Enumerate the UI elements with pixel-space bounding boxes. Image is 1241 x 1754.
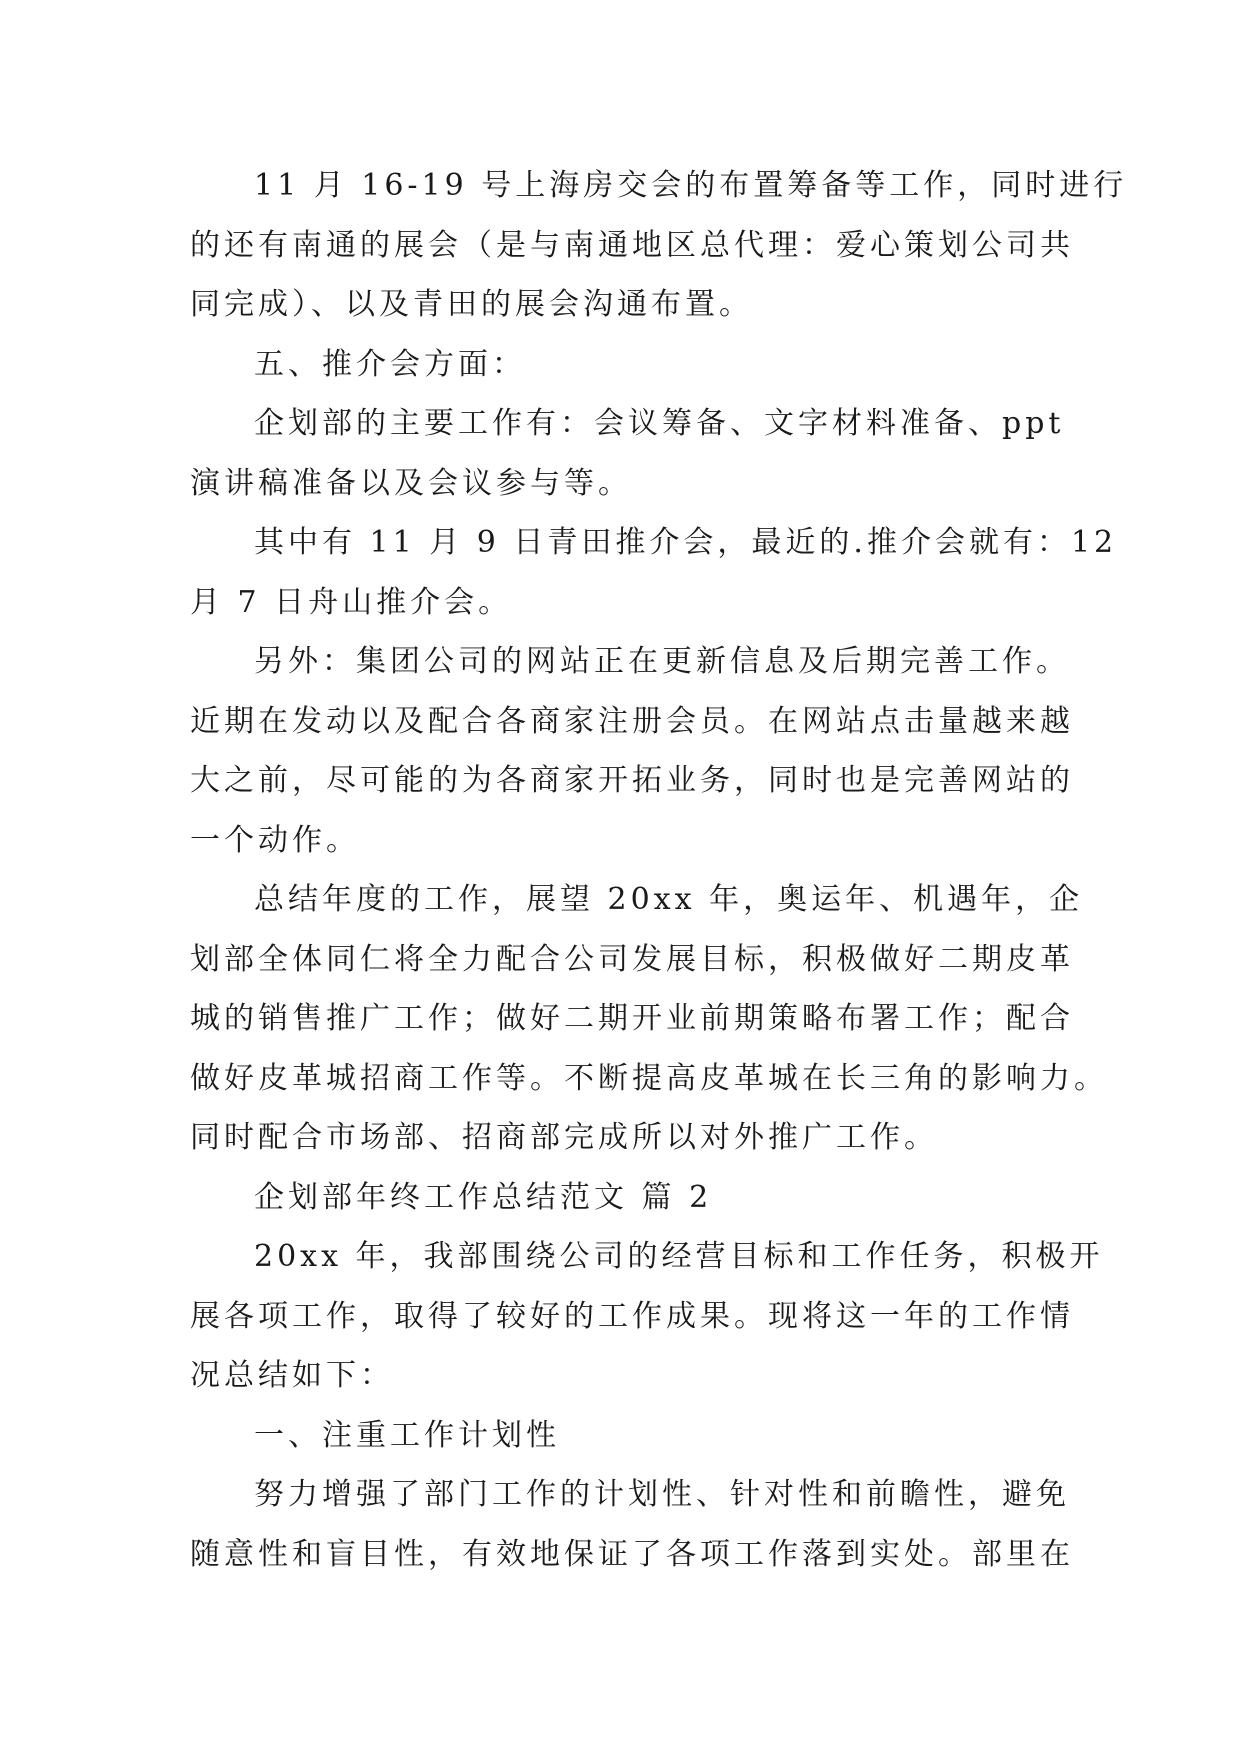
- text-line: 同完成）、以及青田的展会沟通布置。: [190, 287, 753, 322]
- paragraph-main-work: [190, 394, 1070, 513]
- section-heading-planning: [190, 1406, 1070, 1466]
- text-line: 近期在发动以及配合各商家注册会员。在网站点击量越来越: [190, 703, 1074, 739]
- article-title-part-2: [190, 1168, 1070, 1228]
- paragraph-conferences: [190, 513, 1118, 632]
- text-line: 大之前，尽可能的为各商家开拓业务，同时也是完善网站的: [190, 763, 1074, 798]
- text-line: 月 7 日舟山推介会。: [190, 584, 513, 620]
- text-line: 其中有 11 月 9 日青田推介会，最近的.推介会就有：12: [254, 525, 1118, 560]
- text-line: 11 月 16-19 号上海房交会的布置筹备等工作，同时进行: [254, 168, 1128, 203]
- paragraph-planning: [190, 1465, 1074, 1584]
- text-line: 城的销售推广工作；做好二期开业前期策略布署工作；配合: [190, 1001, 1074, 1036]
- text-line: 一个动作。: [190, 822, 360, 858]
- paragraph-intro: [190, 1227, 1104, 1406]
- section-heading-promotion: [190, 335, 1070, 395]
- text-line: 努力增强了部门工作的计划性、针对性和前瞻性，避免: [254, 1477, 1070, 1512]
- text-line: 随意性和盲目性，有效地保证了各项工作落到实处。部里在: [190, 1536, 1074, 1572]
- text-line: 企划部的主要工作有：会议筹备、文字材料准备、ppt: [254, 406, 1065, 441]
- text-line: 总结年度的工作，展望 20xx 年，奥运年、机遇年，企: [254, 882, 1084, 917]
- paragraph-outlook: [190, 870, 1108, 1168]
- text-line: 20xx 年，我部围绕公司的经营目标和工作任务，积极开: [254, 1239, 1104, 1274]
- text-line: 同时配合市场部、招商部完成所以对外推广工作。: [190, 1120, 938, 1155]
- text-line: 展各项工作，取得了较好的工作成果。现将这一年的工作情: [190, 1298, 1074, 1334]
- text-line: 演讲稿准备以及会议参与等。: [190, 465, 632, 501]
- document-body: [190, 156, 1128, 1584]
- paragraph-website: [190, 632, 1074, 870]
- paragraph-exhibition: [190, 156, 1128, 335]
- text-line: 划部全体同仁将全力配合公司发展目标，积极做好二期皮革: [190, 941, 1074, 977]
- text-line: 做好皮革城招商工作等。不断提高皮革城在长三角的影响力。: [190, 1060, 1108, 1096]
- text-line: 况总结如下：: [190, 1358, 394, 1393]
- text-line: 的还有南通的展会（是与南通地区总代理：爱心策划公司共: [190, 227, 1074, 263]
- text-line: 一、注重工作计划性: [254, 1417, 560, 1453]
- text-line: 五、推介会方面：: [254, 346, 526, 382]
- text-line: 另外：集团公司的网站正在更新信息及后期完善工作。: [254, 644, 1070, 679]
- text-line: 企划部年终工作总结范文 篇 2: [254, 1179, 713, 1215]
